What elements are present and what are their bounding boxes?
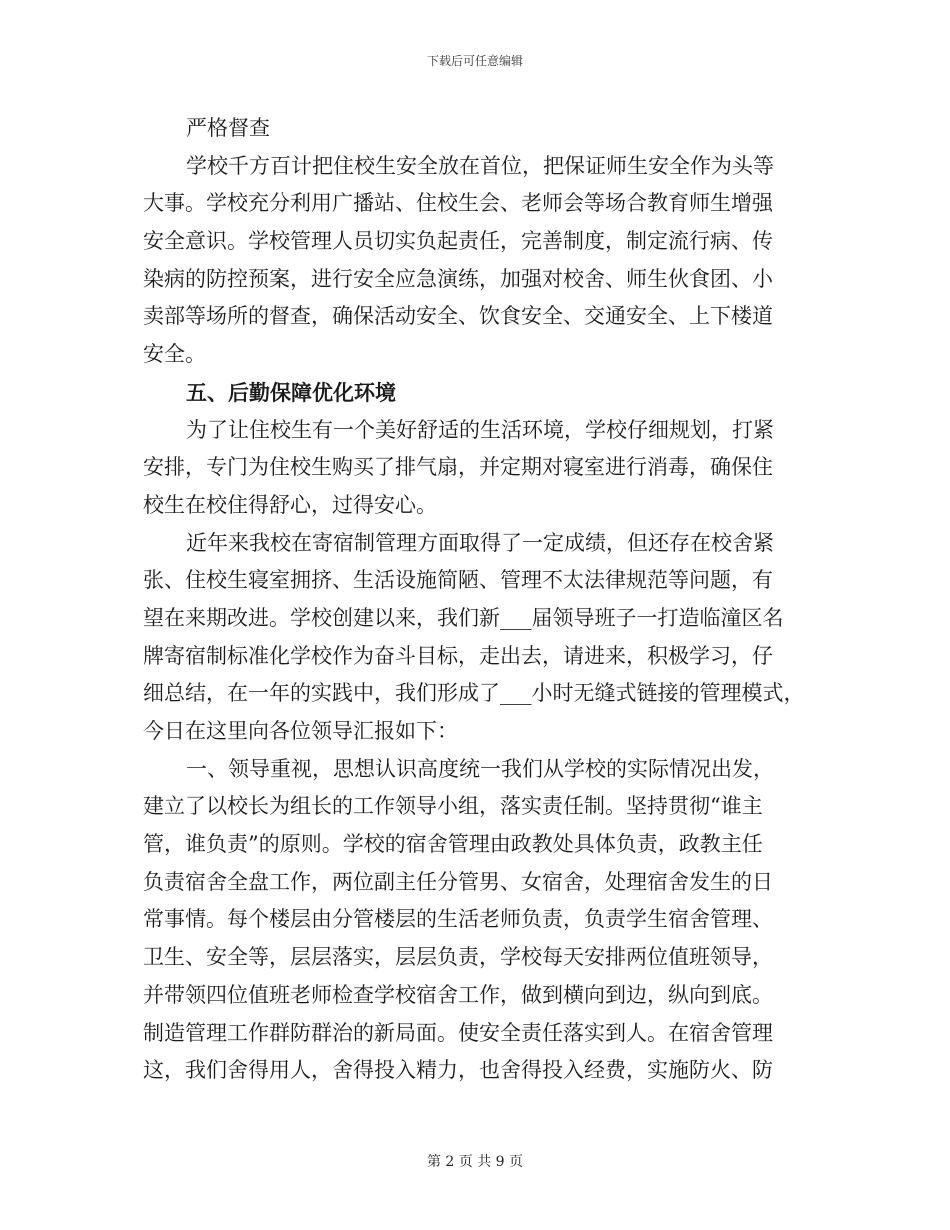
paragraph-line: 牌寄宿制标准化学校作为奋斗目标，走出去，请进来，积极学习，仔 <box>143 643 773 668</box>
paragraph-line: 建立了以校长为组长的工作领导小组，落实责任制。坚持贯彻“谁主 <box>143 794 763 819</box>
paragraph-line: 这，我们舍得用人，舍得投入精力，也舍得投入经费，实施防火、防 <box>143 1058 773 1083</box>
section-heading: 五、后勤保障优化环境 <box>186 379 396 405</box>
page-header-note: 下载后可任意编辑 <box>426 54 523 68</box>
paragraph-line: 张、住校生寝室拥挤、生活设施简陋、管理不太法律规范等问题，有 <box>143 568 773 593</box>
page-number: 第 2 页 共 9 页 <box>426 1154 524 1170</box>
paragraph-line: 染病的防控预案，进行安全应急演练，加强对校舍、师生伙食团、小 <box>143 266 773 291</box>
paragraph-line: 负责宿舍全盘工作，两位副主任分管男、女宿舍，处理宿舍发生的日 <box>143 869 773 894</box>
document-body <box>143 110 823 1090</box>
paragraph-line: 一、领导重视，思想认识高度统一我们从学校的实际情况出发， <box>186 756 774 781</box>
paragraph-line: 校生在校住得舒心，过得安心。 <box>143 492 437 517</box>
paragraph-line: 大事。学校充分利用广播站、住校生会、老师会等场合教育师生增强 <box>143 191 773 216</box>
paragraph-line: 学校千方百计把住校生安全放在首位，把保证师生安全作为头等 <box>186 153 774 178</box>
paragraph-line: 细总结，在一年的实践中，我们形成了___小时无缝式链接的管理模式， <box>143 681 805 706</box>
paragraph-line: 安全意识。学校管理人员切实负起责任，完善制度，制定流行病、传 <box>143 229 773 254</box>
paragraph-line: 安全。 <box>143 342 206 367</box>
paragraph-line: 管，谁负责”的原则。学校的宿舍管理由政教处具体负责，政教主任 <box>143 832 763 857</box>
paragraph-line: 卫生、安全等，层层落实，层层负责，学校每天安排两位值班领导， <box>143 945 773 970</box>
paragraph-line: 安排，专门为住校生购买了排气扇，并定期对寝室进行消毒，确保住 <box>143 455 773 480</box>
paragraph-line: 望在来期改进。学校创建以来，我们新___届领导班子一打造临潼区名 <box>143 605 784 630</box>
paragraph-line: 并带领四位值班老师检查学校宿舍工作，做到横向到边，纵向到底。 <box>143 982 773 1007</box>
paragraph-line: 严格督查 <box>186 116 270 140</box>
paragraph-line: 制造管理工作群防群治的新局面。使安全责任落实到人。在宿舍管理 <box>143 1020 773 1045</box>
paragraph-line: 为了让住校生有一个美好舒适的生活环境，学校仔细规划，打紧 <box>186 417 774 442</box>
paragraph-line: 近年来我校在寄宿制管理方面取得了一定成绩，但还存在校舍紧 <box>186 530 774 555</box>
paragraph-line: 今日在这里向各位领导汇报如下： <box>143 719 458 743</box>
paragraph-line: 卖部等场所的督查，确保活动安全、饮食安全、交通安全、上下楼道 <box>143 304 773 329</box>
paragraph-line: 常事情。每个楼层由分管楼层的生活老师负责，负责学生宿舍管理、 <box>143 907 773 932</box>
